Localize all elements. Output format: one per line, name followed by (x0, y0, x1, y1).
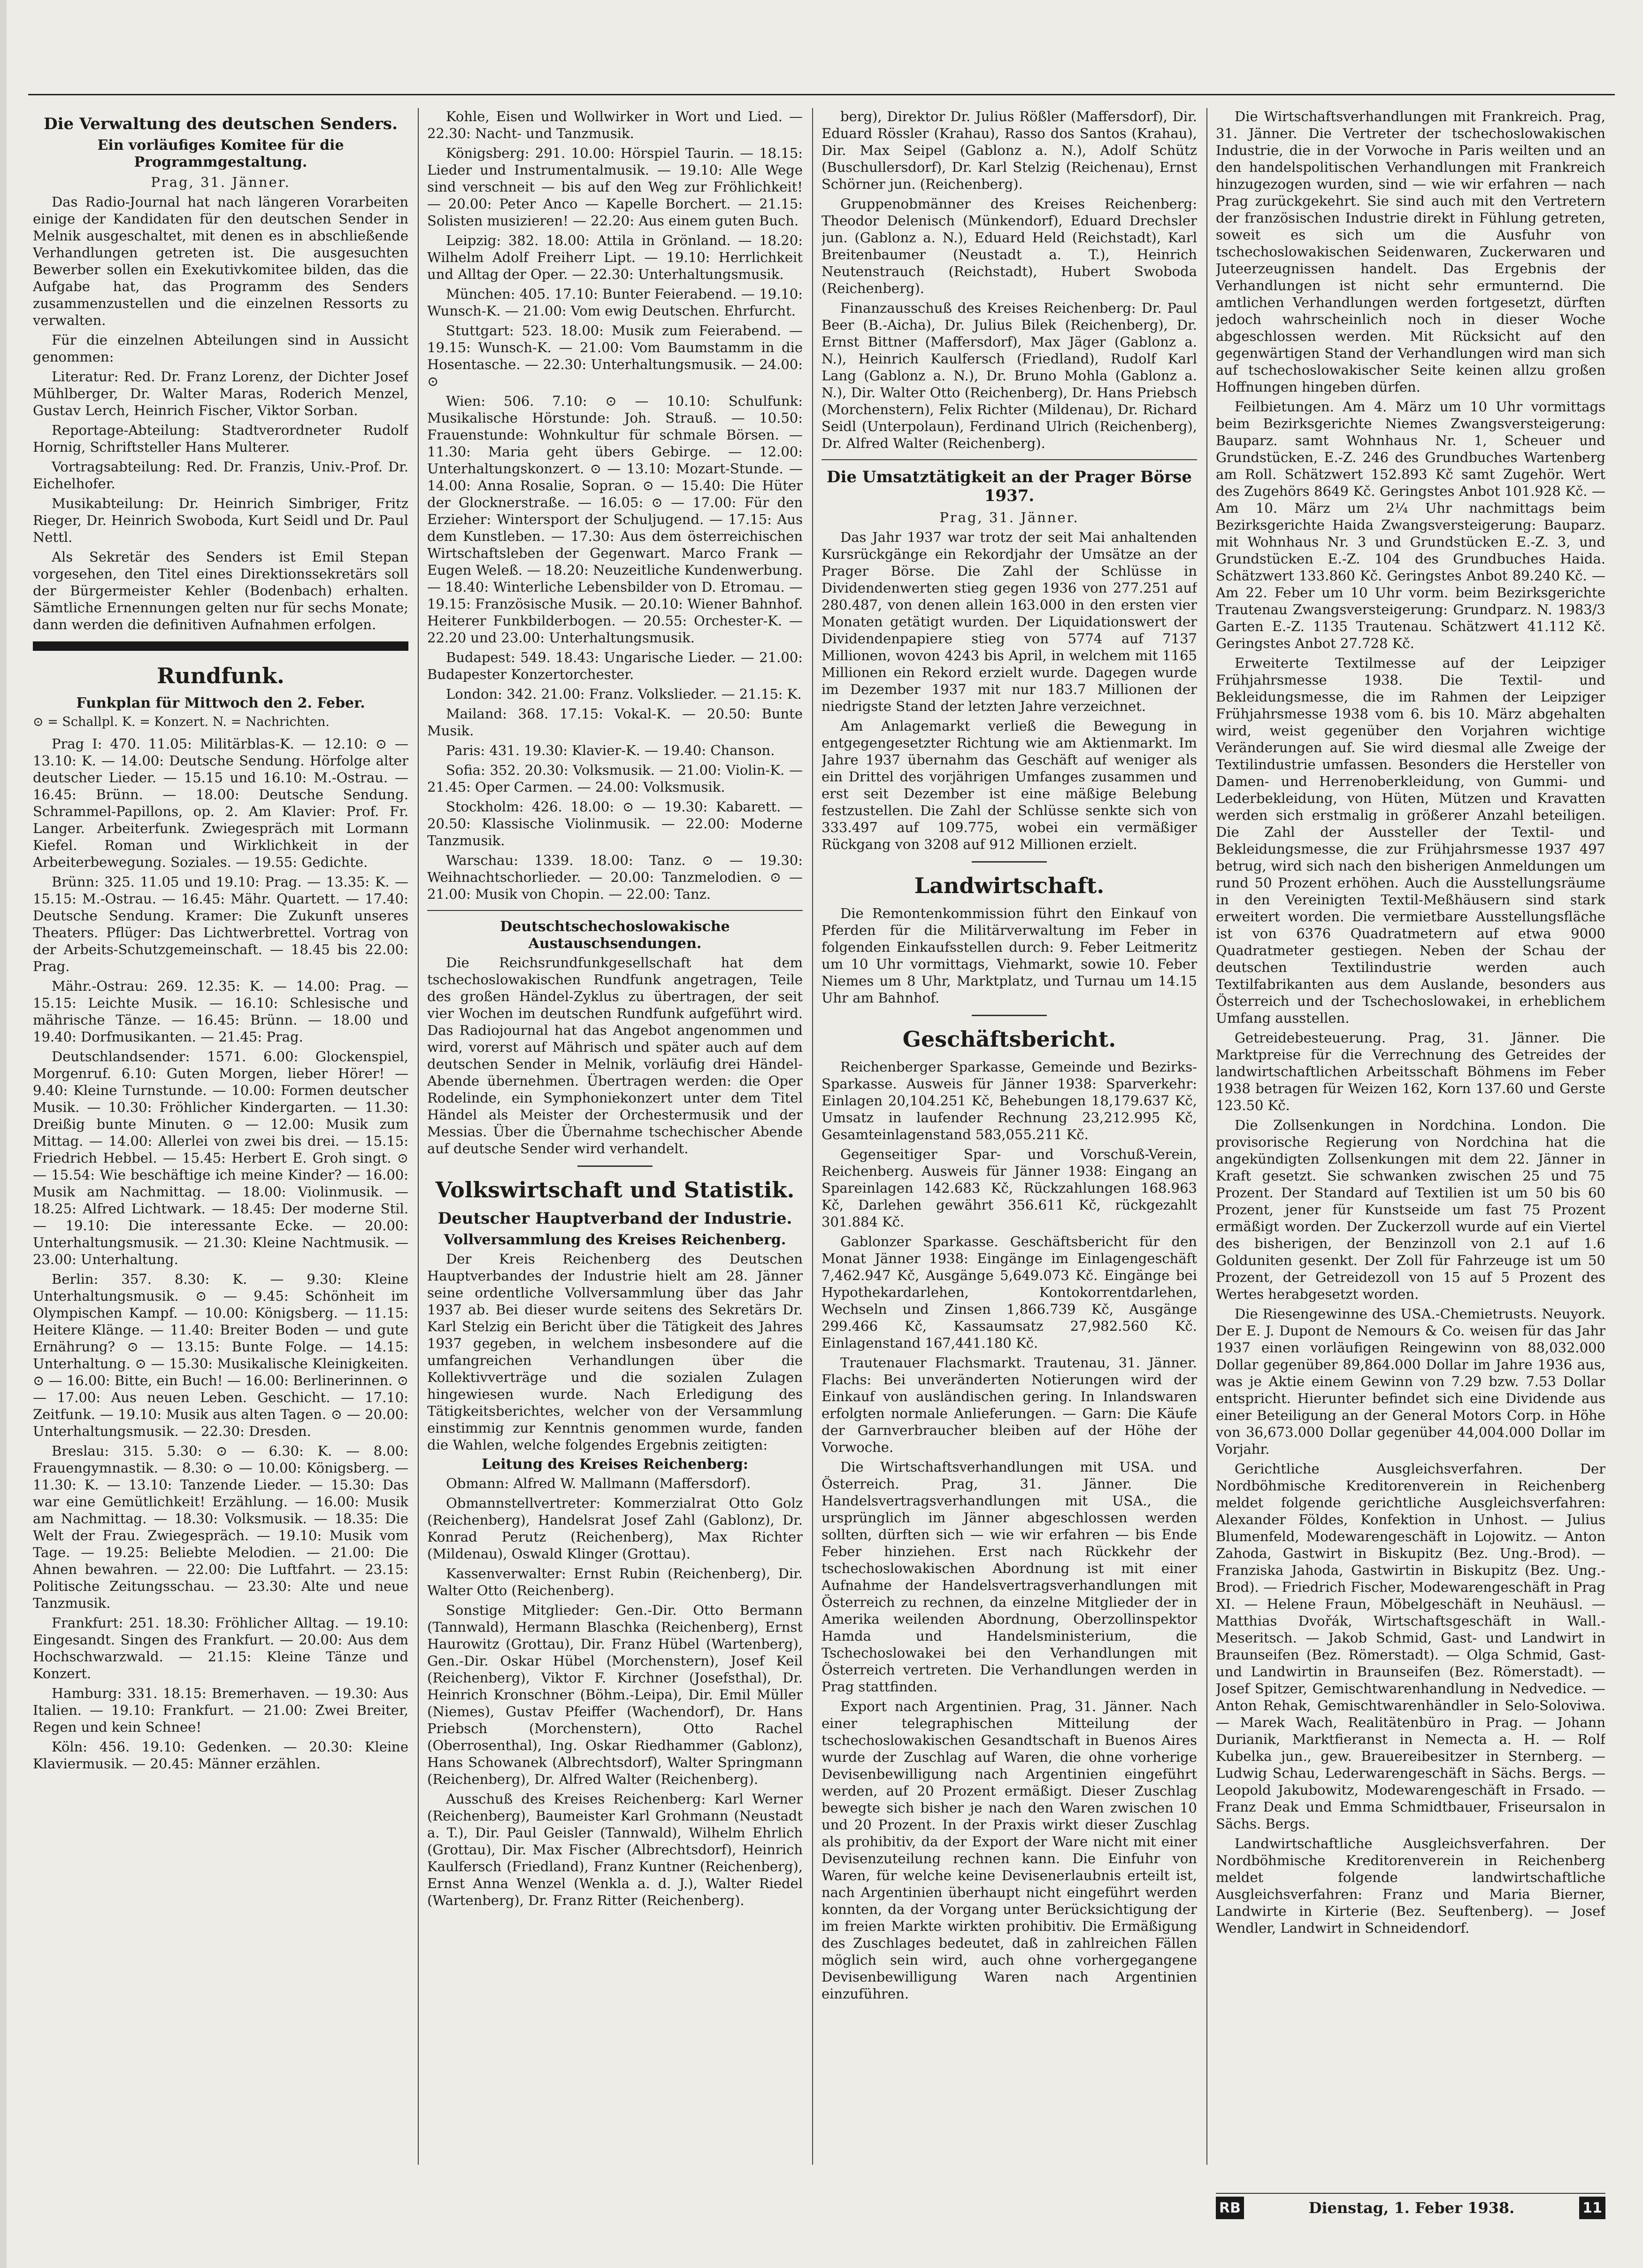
divider (972, 1015, 1047, 1016)
schedule-entry: Hamburg: 331. 18.15: Bremerhaven. — 19.30: Aus Italien. — 19.10: Frankfurt. — 21.00: Zwei Breiter, Regen und kein Schnee! (33, 1685, 408, 1735)
paragraph: Landwirtschaftliche Ausgleichsverfahren. Der Nordböhmische Kreditorenverein in Reichenberg meldet folgende landwirtschaftliche Ausgleichsverfahren: Franz und Maria Bierner, Landwirte in Kirterie (Bez. Seuftenberg). — Josef Wendler, Landwirt in Schneidendorf. (1216, 1836, 1605, 1936)
schedule-entry: Berlin: 357. 8.30: K. — 9.30: Kleine Unterhaltungsmusik. ⊙ — 9.45: Schönheit im Olympischen Kampf. — 10.00: Königsberg. — 11.15: Heitere Klänge. — 11.40: Breiter Boden — und gute Ernährung? ⊙ — 13.15: Bunte Folge. — 14.15: Unterhaltung. ⊙ — 15.30: Musikalische Kleinigkeiten. ⊙ — 16.00: Bitte, ein Buch! — 16.00: Berlinerinnen. ⊙ — 17.00: Aus neuen Leben. Geschicht. — 17.10: Zeitfunk. — 19.10: Musik aus alten Tagen. ⊙ — 20.00: Unterhaltungsmusik. — 22.30: Dresden. (33, 1271, 408, 1439)
paragraph: Getreidebesteuerung. Prag, 31. Jänner. Die Marktpreise für die Verrechnung des Getreides der landwirtschaftlichen Arbeitsschaft Böhmens im Feber 1938 betragen für Weizen 162, Korn 137.60 und Gerste 123.50 Kč. (1216, 1030, 1605, 1113)
section-title: Volkswirtschaft und Statistik. (435, 1177, 795, 1203)
schedule-entry: Brünn: 325. 11.05 und 19.10: Prag. — 13.35: K. — 15.15: M.-Ostrau. — 16.45: Mähr. Quartett. — 17.40: Deutsche Sendung. Kramer: Die Zukunft unseres Theaters. Pflüger: Das Lichtwerbrettel. Vortrag von der Arbeits-Schutzgemeinschaft. — 18.45 bis 22.00: Prag. (33, 874, 408, 974)
paragraph: Reportage-Abteilung: Stadtverordneter Rudolf Hornig, Schriftsteller Hans Multerer. (33, 422, 408, 455)
page-footer (1216, 2193, 1605, 2222)
section-title: Landwirtschaft. (914, 873, 1105, 898)
schedule-entry: Stuttgart: 523. 18.00: Musik zum Feierabend. — 19.15: Wunsch-K. — 21.00: Vom Baumstamm in die Hosentasche. — 22.30: Unterhaltungsmusik. — 24.00: ⊙ (427, 323, 803, 389)
schedule-entry: Mähr.-Ostrau: 269. 12.35: K. — 14.00: Prag. — 15.15: Leichte Musik. — 16.10: Schlesische und mährische Tänze. — 16.45: Brünn. — 18.00 und 19.40: Dorfmusikanten. — 21.45: Prag. (33, 978, 408, 1045)
paragraph: Gegenseitiger Spar- und Vorschuß-Verein, Reichenberg. Ausweis für Jänner 1938: Eingang an Spareinlagen 142.683 Kč, Rückzahlungen 168.963 Kč, Darlehen gewährt 356.611 Kč, rückgezahlt 301.884 Kč. (822, 1146, 1197, 1230)
issue-date: Dienstag, 1. Feber 1938. (1308, 2199, 1515, 2217)
section-title: Geschäftsbericht. (902, 1026, 1116, 1052)
article-title: Die Verwaltung des deutschen Senders. (44, 115, 398, 133)
top-rule (28, 94, 1615, 95)
column-divider (1206, 108, 1207, 2165)
paragraph: Vortragsabteilung: Red. Dr. Franzis, Univ.-Prof. Dr. Eichelhofer. (33, 459, 408, 492)
paragraph: Sonstige Mitglieder: Gen.-Dir. Otto Bermann (Tannwald), Hermann Blaschka (Reichenberg), Ernst Haurowitz (Grottau), Dir. Franz Hübel (Wartenberg), Gen.-Dir. Oskar Hübel (Morchenstern), Josef Keil (Reichenberg), Viktor F. Kirchner (Josefsthal), Dr. Heinrich Kronschner (Böhm.-Leipa), Dir. Emil Müller (Niemes), Gustav Pfeiffer (Wachendorf), Dr. Hans Priebsch (Morchenstern), Otto Rachel (Oberrosenthal), Ing. Oskar Riedhammer (Gablonz), Hans Schowanek (Albrechtsdorf), Walter Springmann (Reichenberg), Dr. Alfred Walter (Reichenberg). (427, 1602, 803, 1787)
article-title: Deutschtschechoslowakische Austauschsendungen. (500, 918, 730, 952)
section-title: Rundfunk. (157, 663, 284, 688)
paragraph: Für die einzelnen Abteilungen sind in Aussicht genommen: (33, 332, 408, 365)
paragraph: Erweiterte Textilmesse auf der Leipziger Frühjahrsmesse 1938. Die Textil- und Bekleidungsmesse, die im Rahmen der Leipziger Frühjahrsmesse 1938 vom 6. bis 10. März abgehalten wird, weist gegenüber den Vorjahren wichtige Veränderungen auf. Sie wird diesmal alle Zweige der Textilindustrie umfassen. Besonders die Hersteller von Damen- und Herrenoberkleidung, von Gummi- und Lederbekleidung, von Hüten, Mützen und Kravatten werden sich erstmalig in größerer Anzahl beteiligen. Die Zahl der Aussteller der Textil- und Bekleidungsmesse, die zur Frühjahrsmesse 1937 497 betrug, wird sich nach den bisherigen Anmeldungen um rund 50 Prozent erhöhen. Auch die Ausstellungsräume in den Vereinigten Textil-Meßhäusern sind stark erweitert worden. Die vermietbare Ausstellungsfläche ist von 6376 Quadratmetern auf etwa 9000 Quadratmeter gestiegen. Neben der Schau der deutschen Textilindustrie werden auch Textilfabrikanten aus dem Auslande, besonders aus Österreich und der Tschechoslowakei, in erheblichem Umfang ausstellen. (1216, 655, 1605, 1026)
paragraph: Gablonzer Sparkasse. Geschäftsbericht für den Monat Jänner 1938: Eingänge im Einlagengeschäft 7,462.947 Kč, Ausgänge 5,649.073 Kč. Eingänge bei Hypothekardarlehen, Kontokorrentdarlehen, Wechseln und Zinsen 1,866.739 Kč, Ausgänge 299.466 Kč, Kassaumsatz 27,982.560 Kč. Einlagenstand 167,441.180 Kč. (822, 1234, 1197, 1351)
schedule-entry: Sofia: 352. 20.30: Volksmusik. — 21.00: Violin-K. — 21.45: Oper Carmen. — 24.00: Volksmusik. (427, 762, 803, 795)
column-2 (427, 108, 803, 2165)
paragraph: Die Riesengewinne des USA.-Chemietrusts. Neuyork. Der E. J. Dupont de Nemours & Co. weisen für das Jahr 1937 einen vorläufigen Reingewinn von 88,032.000 Dollar gegenüber 89,864.000 Dollar im Jahre 1936 aus, was je Aktie einem Gewinn von 7.29 bzw. 7.53 Dollar entspricht. Hierunter befindet sich eine Dividende aus einer Beteiligung an der General Motors Corp. in Höhe von 36,673.000 Dollar gegenüber 44,004.000 Dollar im Vorjahr. (1216, 1306, 1605, 1457)
paragraph: Literatur: Red. Dr. Franz Lorenz, der Dichter Josef Mühlberger, Dr. Walter Maras, Roderich Menzel, Gustav Lerch, Heinrich Fischer, Viktor Sorban. (33, 369, 408, 418)
paragraph: Das Radio-Journal hat nach längeren Vorarbeiten einige der Kandidaten für den deutschen Sender in Melnik ausgeschaltet, mit denen es in abschließende Verhandlungen getreten ist. Die ausgesuchten Bewerber sollen ein Exekutivkomitee bilden, das die Aufgabe hat, das Programm des Senders zusammenzustellen und die einzelnen Ressorts zu verwalten. (33, 194, 408, 328)
paragraph: Gruppenobmänner des Kreises Reichenberg: Theodor Delenisch (Münkendorf), Eduard Drechsler jun. (Gablonz a. N.), Eduard Held (Reichstadt), Karl Breitenbaumer (Neustadt a. T.), Heinrich Neutenstrauch (Reichstadt), Hubert Swoboda (Reichenberg). (822, 196, 1197, 296)
schedule-entry: Breslau: 315. 5.30: ⊙ — 6.30: K. — 8.00: Frauengymnastik. — 8.30: ⊙ — 10.00: Königsberg. — 11.30: K. — 13.10: Tanzende Lieder. — 15.30: Das war eine Gemütlichkeit! Erzählung. — 16.00: Musik am Nachmittag. — 18.30: Volksmusik. — 18.35: Die Welt der Frau. Zwiegespräch. — 19.10: Musik vom Tage. — 19.25: Beliebte Melodien. — 21.00: Die Ahnen bewahren. — 22.00: Die Luftfahrt. — 23.15: Politische Zeitungsschau. — 23.30: Alte und neue Tanzmusik. (33, 1443, 408, 1611)
divider (822, 459, 1197, 460)
schedule-entry: Budapest: 549. 18.43: Ungarische Lieder. — 21.00: Budapester Konzertorchester. (427, 649, 803, 682)
paragraph: Feilbietungen. Am 4. März um 10 Uhr vormittags beim Bezirksgerichte Niemes Zwangsversteigerung: Bauparz. samt Wohnhaus Nr. 1, Scheuer und Grundstücken, E.-Z. 246 des Grundbuches Wartenberg am Roll. Schätzwert 152.893 Kč samt Zugehör. Wert des Zugehörs 8649 Kč. Geringstes Anbot 101.928 Kč. — Am 10. März um 2¼ Uhr nachmittags beim Bezirksgerichte Haida Zwangsversteigerung: Bauparz. mit Wohnhaus Nr. 3 und Grundstücken E.-Z. 3, und Grundstücken E.-Z. 104 des Grundbuches Haida. Schätzwert 133.860 Kč. Geringstes Anbot 89.240 Kč. — Am 22. Feber um 10 Uhr vorm. beim Bezirksgerichte Trautenau Zwangsversteigerung: Grundparz. N. 1983/3 Garten E.-Z. 1135 Trautenau. Schätzwert 41.112 Kč. Geringstes Anbot 27.728 Kč. (1216, 399, 1605, 651)
schedule-entry: Kohle, Eisen und Wollwirker in Wort und Lied. — 22.30: Nacht- und Tanzmusik. (427, 108, 803, 141)
schedule-entry: Warschau: 1339. 18.00: Tanz. ⊙ — 19.30: Weihnachtschorlieder. — 20.00: Tanzmelodien. ⊙ — 21.00: Musik von Chopin. — 22.00: Tanz. (427, 852, 803, 902)
newspaper-page (28, 94, 1615, 2235)
paragraph: Als Sekretär des Senders ist Emil Stepan vorgesehen, den Titel eines Direktionssekretärs soll der Bürgermeister Kehler (Bodenbach) erhalten. Sämtliche Ernennungen gelten nur für sechs Monate; dann werden die definitiven Aufnahmen erfolgen. (33, 549, 408, 633)
paragraph: Ausschuß des Kreises Reichenberg: Karl Werner (Reichenberg), Baumeister Karl Grohmann (Neustadt a. T.), Dir. Paul Geisler (Tannwald), Wilhelm Ehrlich (Grottau), Dir. Max Fischer (Albrechtsdorf), Heinrich Kaulfersch (Friedland), Franz Kuntner (Reichenberg), Ernst Anna Wenzel (Wenkla a. d. J.), Walter Riedel (Wartenberg), Dr. Franz Ritter (Reichenberg). (427, 1791, 803, 1908)
paragraph: Export nach Argentinien. Prag, 31. Jänner. Nach einer telegraphischen Mitteilung der tschechoslowakischen Gesandtschaft in Buenos Aires wurde der Zuschlag auf Waren, die ohne vorherige Devisenbewilligung nach Argentinien eingeführt werden, auf 20 Prozent ermäßigt. Dieser Zuschlag bewegte sich bisher je nach den Waren zwischen 10 und 20 Prozent. In der Praxis wirkt dieser Zuschlag als prohibitiv, da der Export der Ware nicht mit einer Devisenzuteilung rechnen kann. Die Einfuhr von Waren, für welche keine Devisenerlaubnis erteilt ist, nach Argentinien überhaupt nicht eingeführt werden konnten, da der Vorgang unter Berücksichtigung der im freien Markte wirkten prohibitiv. Die Ermäßigung des Zuschlages bedeutet, daß in zahlreichen Fällen möglich sein wird, auch ohne vorhergegangene Devisenbewilligung Waren nach Argentinien einzuführen. (822, 1698, 1197, 2002)
section-bar (33, 641, 408, 651)
paragraph: Die Remontenkommission führt den Einkauf von Pferden für die Militärverwaltung im Feber in folgenden Einkaufsstellen durch: 9. Feber Leitmeritz um 10 Uhr vormittags, Viehmarkt, sowie 10. Feber Niemes um 8 Uhr, Marktplatz, und Turnau um 14.15 Uhr am Bahnhof. (822, 905, 1197, 1006)
dateline: Prag, 31. Jänner. (151, 174, 291, 190)
paragraph: Der Kreis Reichenberg des Deutschen Hauptverbandes der Industrie hielt am 28. Jänner seine ordentliche Vollversammlung über das Jahr 1937 ab. Bei dieser wurde seitens des Sekretärs Dr. Karl Stelzig ein Bericht über die Tätigkeit des Jahres 1937 gegeben, in welchem insbesondere auf die umfangreichen Verhandlungen über die Kollektivverträge und die sozialen Zulagen hingewiesen wurde. Nach Erledigung des Tätigkeitsberichtes, welcher von der Versammlung einstimmig zur Kenntnis genommen wurde, fanden die Wahlen, welche folgendes Ergebnis zeitigten: (427, 1251, 803, 1453)
schedule-entry: Mailand: 368. 17.15: Vokal-K. — 20.50: Bunte Musik. (427, 706, 803, 739)
schedule-entry: Leipzig: 382. 18.00: Attila in Grönland. — 18.20: Wilhelm Adolf Freiherr Lipt. — 19.10: Herrlichkeit und Alltag der Oper. — 22.30: Unterhaltungsmusik. (427, 232, 803, 282)
paragraph: Die Reichsrundfunkgesellschaft hat dem tschechoslowakischen Rundfunk angetragen, Teile des großen Händel-Zyklus zu übertragen, der seit vier Wochen im deutschen Rundfunk aufgeführt wird. Das Radiojournal hat das Angebot angenommen und wird, vorerst auf Mährisch und später auch auf dem deutschen Sender in Melnik, vorläufig drei Händel-Abende übernehmen. Übertragen werden: die Oper Rodelinde, ein Symphoniekonzert unter dem Titel Händel als Meister der Orchestermusik und der Messias. Über die Übernahme tschechischer Abende auf deutsche Sender wird verhandelt. (427, 955, 803, 1157)
schedule-entry: Wien: 506. 7.10: ⊙ — 10.10: Schulfunk: Musikalische Hörstunde: Joh. Strauß. — 10.50: Frauenstunde: Wohnkultur für schmale Börsen. — 11.30: Maria geht übers Gebirge. — 12.00: Unterhaltungskonzert. ⊙ — 13.10: Mozart-Stunde. — 14.00: Anna Rosalie, Sopran. ⊙ — 15.40: Die Hüter der Glocknerstraße. — 16.05: ⊙ — 17.00: Für den Erzieher: Wintersport der Schuljugend. — 17.15: Aus dem Kunstleben. — 17.30: Aus dem österreichischen Wirtschaftsleben der Gegenwart. Marco Frank — Eugen Weleß. — 18.20: Neuzeitliche Kundenwerbung. — 18.40: Winterliche Lebensbilder von D. Etromau. — 19.15: Französische Musik. — 20.10: Wiener Bahnhof. Heiterer Funkbilderbogen. — 20.55: Orchester-K. — 22.20 und 23.00: Unterhaltungsmusik. (427, 393, 803, 646)
schedule-entry: Königsberg: 291. 10.00: Hörspiel Taurin. — 18.15: Lieder und Instrumentalmusik. — 19.10: Alle Wege sind verschneit — bis auf den Weg zur Fröhlichkeit! — 20.00: Peter Anco — Kapelle Borchert. — 21.15: Solisten musizieren! — 22.20: Aus einem guten Buch. (427, 145, 803, 229)
paragraph: Am Anlagemarkt verließ die Bewegung in entgegengesetzter Richtung wie am Aktienmarkt. Im Jahre 1937 übernahm das Geschäft auf weniger als ein Drittel des vorjährigen Umfanges zusammen und erst seit Dezember ist eine mäßige Belebung festzustellen. Die Zahl der Schlüsse senkte sich von 333.497 auf 109.775, wobei ein vermäßiger Rückgang von 3208 auf 912 Millionen erzielt. (822, 718, 1197, 852)
paragraph: Trautenauer Flachsmarkt. Trautenau, 31. Jänner. Flachs: Bei unveränderten Notierungen wird der Einkauf von ausländischen gering. In Inlandswaren erfolgten normale Anlieferungen. — Garn: Die Käufe der Garnverbraucher bleiben auf der Höhe der Vorwoche. (822, 1355, 1197, 1455)
divider (972, 861, 1047, 863)
article-title: Die Umsatztätigkeit an der Prager Börse 1937. (827, 468, 1192, 505)
article-title: Deutscher Hauptverband der Industrie. (438, 1209, 792, 1228)
schedule-entry: Frankfurt: 251. 18.30: Fröhlicher Alltag. — 19.10: Eingesandt. Singen des Frankfurt. — 20.00: Aus dem Hochschwarzwald. — 21.15: Kleine Tänze und Konzert. (33, 1615, 408, 1682)
schedule-entry: London: 342. 21.00: Franz. Volkslieder. — 21.15: K. (446, 686, 802, 702)
schedule-entry: Stockholm: 426. 18.00: ⊙ — 19.30: Kabarett. — 20.50: Klassische Violinmusik. — 22.00: Moderne Tanzmusik. (427, 799, 803, 849)
paragraph: Obmann: Alfred W. Mallmann (Maffersdorf). (446, 1475, 751, 1491)
paragraph: Musikabteilung: Dr. Heinrich Simbriger, Fritz Rieger, Dr. Heinrich Swoboda, Kurt Seidl und Dr. Paul Nettl. (33, 495, 408, 545)
paragraph: Die Wirtschaftsverhandlungen mit Frankreich. Prag, 31. Jänner. Die Vertreter der tschechoslowakischen Industrie, die in der Vorwoche in Paris weilten und an den handelspolitischen Verhandlungen mit Frankreich hinzugezogen wurden, sind — wie wir erfahren — nach Prag zurückgekehrt. Sie sind auch mit den Vertretern der französischen Industrie direkt in Fühlung getreten, soweit es sich um die Ausfuhr von tschechoslowakischen Seidenwaren, Zuckerwaren und Juteerzeugnissen handelt. Das Ergebnis der Verhandlungen ist nicht sehr ermunternd. Die amtlichen Verhandlungen werden fortgesetzt, dürften jedoch wahrscheinlich noch in dieser Woche abgeschlossen werden. Mit Rücksicht auf den gegenwärtigen Stand der Verhandlungen wird man sich auf tschechoslowakischer Seite keinen allzu großen Hoffnungen hingeben dürfen. (1216, 108, 1605, 395)
divider (577, 1165, 653, 1167)
dateline: Prag, 31. Jänner. (939, 509, 1079, 525)
article-subtitle: Vollversammlung des Kreises Reichenberg. (444, 1232, 786, 1248)
column-4 (1216, 108, 1605, 2183)
divider (427, 910, 803, 911)
paragraph: Reichenberger Sparkasse, Gemeinde und Bezirks-Sparkasse. Ausweis für Jänner 1938: Sparverkehr: Einlagen 20,104.251 Kč, Behebungen 18,179.637 Kč, Umsatz in laufender Rechnung 23,212.995 Kč, Gesamteinlagenstand 583,055.211 Kč. (822, 1059, 1197, 1142)
page-number: 11 (1579, 2197, 1605, 2219)
paragraph: Gerichtliche Ausgleichsverfahren. Der Nordböhmische Kreditorenverein in Reichenberg meldet folgende gerichtliche Ausgleichsverfahren: Alexander Földes, Konfektion in Unhost. — Julius Blumenfeld, Modewarengeschäft in Lojowitz. — Anton Zahoda, Gastwirt in Biskupitz (Bez. Ung.-Brod). — Franziska Jahoda, Gastwirtin in Biskupitz (Bez. Ung.-Brod). — Friedrich Fischer, Modewarengeschäft in Prag XI. — Helene Fraun, Möbelgeschäft in Neuhäusl. — Matthias Dvořák, Wirtschaftsgeschäft in Wall.-Meseritsch. — Jakob Schmid, Gast- und Landwirt in Braunseifen (Bez. Römerstadt). — Olga Schmid, Gast- und Landwirtin in Braunseifen (Bez. Römerstadt). — Josef Spitzer, Gemischtwarenhandlung in Nedvedice. — Anton Rehak, Gemischtwarenhändler in Selo-Soloviwa. — Marek Wach, Realitätenbüro in Prag. — Johann Durianik, Marktfieranst in Nemecta a. H. — Rolf Kubelka jun., gew. Brauereibesitzer in Sternberg. — Ludwig Schau, Lederwarengeschäft in Sächs. Bergs. — Leopold Jakubowitz, Modewarengeschäft in Frsado. — Franz Deak und Emma Schmidtbauer, Friseursalon in Sächs. Bergs. (1216, 1461, 1605, 1832)
column-1 (33, 108, 408, 2165)
schedule-entry: Köln: 456. 19.10: Gedenken. — 20.30: Kleine Klaviermusik. — 20.45: Männer erzählen. (33, 1739, 408, 1772)
page-edge (0, 0, 7, 2268)
column-3 (822, 108, 1197, 2165)
column-divider (812, 108, 813, 2165)
schedule-legend: ⊙ = Schallpl. K. = Konzert. N. = Nachrichten. (33, 715, 330, 729)
paragraph: Obmannstellvertreter: Kommerzialrat Otto Golz (Reichenberg), Handelsrat Josef Zahl (Gablonz), Dr. Konrad Perutz (Reichenberg), Max Richter (Mildenau), Oswald Klinger (Grottau). (427, 1495, 803, 1562)
paragraph: Kassenverwalter: Ernst Rubin (Reichenberg), Dir. Walter Otto (Reichenberg). (427, 1566, 803, 1598)
paragraph: Die Wirtschaftsverhandlungen mit USA. und Österreich. Prag, 31. Jänner. Die Handelsvertragsverhandlungen mit USA., die ursprünglich im Jänner abgeschlossen werden sollten, dürften sich — wie wir erfahren — bis Ende Feber hinziehen. Erst nach Rückkehr der tschechoslowakischen Abordnung ist mit einer Aufnahme der Handelsvertragsverhandlungen mit Österreich zu rechnen, da einzelne Mitglieder der in Amerika weilenden Abordnung, Oberzollinspektor Hamda und Handelsministerium, die Tschechoslowakei bei den Verhandlungen mit Österreich vertreten. Die Verhandlungen werden in Prag stattfinden. (822, 1459, 1197, 1695)
column-divider (418, 108, 419, 2165)
paragraph: Das Jahr 1937 war trotz der seit Mai anhaltenden Kursrückgänge ein Rekordjahr der Umsätze an der Prager Börse. Die Zahl der Schlüsse in Dividendenwerten stieg gegen 1936 von 277.251 auf 280.487, von denen allein 163.000 in den ersten vier Monaten getätigt wurden. Der Liquidationswert der Dividendenpapiere stieg von 5774 auf 7137 Millionen, wovon 4243 bis April, in welchem mit 1165 Millionen ein Rekord erzielt wurde. Dagegen wurde im Dezember 1937 mit nur 183.7 Millionen der niedrigste Stand der letzten Jahre verzeichnet. (822, 529, 1197, 714)
schedule-entry: Paris: 431. 19.30: Klavier-K. — 19.40: Chanson. (446, 742, 775, 758)
subheading: Leitung des Kreises Reichenberg: (482, 1456, 748, 1473)
schedule-entry: Deutschlandsender: 1571. 6.00: Glockenspiel, Morgenruf. 6.10: Guten Morgen, lieber Hörer! — 9.40: Kleine Turnstunde. — 10.00: Formen deutscher Musik. — 10.30: Fröhlicher Kindergarten. — 11.30: Dreißig bunte Minuten. ⊙ — 12.00: Musik zum Mittag. — 14.00: Allerlei von zwei bis drei. — 15.15: Friedrich Hebbel. — 15.45: Herbert E. Groh singt. ⊙ — 15.54: Wie beschäftige ich meine Kinder? — 16.00: Musik am Nachmittag. — 18.00: Violinmusik. — 18.25: Alfred Lichtwark. — 18.45: Der moderne Stil. — 19.10: Die interessante Ecke. — 20.00: Unterhaltungsmusik. — 21.30: Kleine Nachtmusik. — 23.00: Unterhaltung. (33, 1049, 408, 1267)
schedule-subtitle: Funkplan für Mittwoch den 2. Feber. (76, 695, 365, 711)
paragraph: Finanzausschuß des Kreises Reichenberg: Dr. Paul Beer (B.-Aicha), Dr. Julius Bilek (Reichenberg), Dr. Ernst Bittner (Maffersdorf), Max Jäger (Gablonz a. N.), Heinrich Kaulfersch (Friedland), Rudolf Karl Lang (Gablonz a. N.), Dr. Bruno Mohla (Gablonz a. N.), Dir. Walter Otto (Reichenberg), Dr. Hans Priebsch (Morchenstern), Felix Richter (Mildenau), Dr. Richard Seidl (Unterpolaun), Ferdinand Ulrich (Reichenberg), Dr. Alfred Walter (Reichenberg). (822, 300, 1197, 451)
schedule-entry: Prag I: 470. 11.05: Militärblas-K. — 12.10: ⊙ — 13.10: K. — 14.00: Deutsche Sendung. Hörfolge alter deutscher Lieder. — 15.15 und 16.10: M.-Ostrau. — 16.45: Brünn. — 18.00: Deutsche Sendung. Schrammel-Papillons, op. 2. Am Klavier: Prof. Fr. Langer. Arbeiterfunk. Zwiegespräch mit Lormann Kiefel. Roman und Wirklichkeit in der Arbeiterbewegung. Soziales. — 19.55: Gedichte. (33, 736, 408, 870)
publisher-logo: RB (1216, 2197, 1244, 2219)
paragraph: Die Zollsenkungen in Nordchina. London. Die provisorische Regierung von Nordchina hat die angekündigten Zollsenkungen mit dem 22. Jänner in Kraft gesetzt. Sie schwanken zwischen 25 und 75 Prozent. Der Standard auf Textilien ist um 50 bis 60 Prozent, jener für Kunstseide um fast 75 Prozent ermäßigt worden. Der Zuckerzoll wurde auf ein Viertel des bisherigen, der Benzinzoll von 2.1 auf 1.6 Golduniten gesenkt. Der Zoll für Fahrzeuge ist um 50 Prozent, der Getreidezoll von 15 auf 5 Prozent des Wertes herabgesetzt worden. (1216, 1117, 1605, 1302)
paragraph: berg), Direktor Dr. Julius Rößler (Maffersdorf), Dir. Eduard Rössler (Krahau), Rasso dos Santos (Krahau), Dir. Max Seipel (Gablonz a. N.), Adolf Schütz (Buschullersdorf), Dr. Karl Stelzig (Reichenau), Ernst Schörner jun. (Reichenberg). (822, 108, 1197, 192)
schedule-entry: München: 405. 17.10: Bunter Feierabend. — 19.10: Wunsch-K. — 21.00: Vom ewig Deutschen. Ehrfurcht. (427, 286, 803, 319)
article-subtitle: Ein vorläufiges Komitee für die Programmgestaltung. (97, 137, 344, 170)
